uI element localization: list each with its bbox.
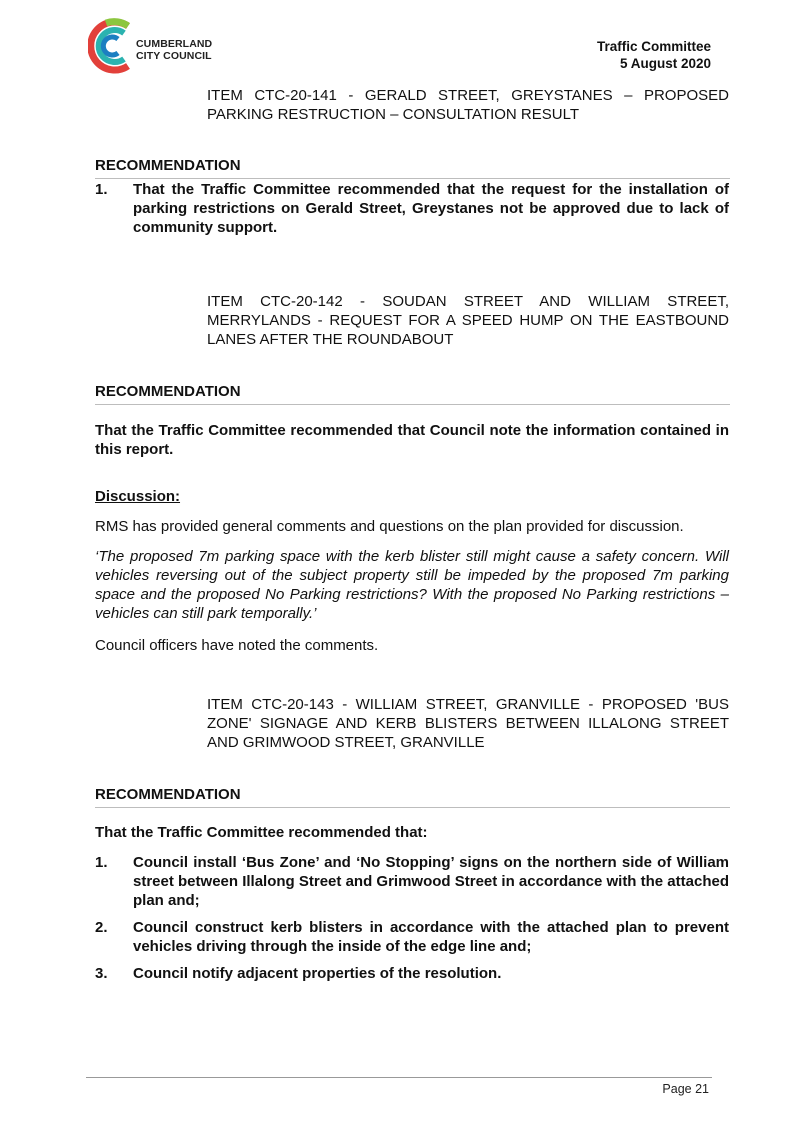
item-1-title: ITEM CTC-20-141 - GERALD STREET, GREYSTANES – PROPOSED PARKING RESTRUCTION – CONSULTATION RESULT	[207, 87, 729, 123]
list-item	[95, 180, 729, 237]
list-text: That the Traffic Committee recommended that the request for the installation of parking restrictions on Gerald Street, Greystanes not be approved due to lack of community support.	[133, 181, 729, 236]
discussion-quote: ‘The proposed 7m parking space with the kerb blister still might cause a safety concern. Will vehicles reversing out of the subject property still be impeded by the proposed 7m parking space and the proposed No Parking restrictions? With the proposed No Parking restrictions – vehicles can still park temporally.’	[95, 548, 729, 622]
item-3-title: ITEM CTC-20-143 - WILLIAM STREET, GRANVILLE - PROPOSED 'BUS ZONE' SIGNAGE AND KERB BLISTERS BETWEEN ILLALONG STREET AND GRIMWOOD STREET, GRANVILLE	[207, 696, 729, 751]
item-2-recommendation-heading: RECOMMENDATION	[95, 382, 730, 405]
council-logo	[88, 14, 238, 78]
logo-line-2: CITY COUNCIL	[136, 50, 212, 62]
discussion-paragraph-1: RMS has provided general comments and questions on the plan provided for discussion.	[95, 518, 684, 535]
header-right	[597, 38, 711, 72]
committee-name: Traffic Committee	[596, 39, 711, 54]
footer-divider	[86, 1077, 712, 1078]
list-text: Council construct kerb blisters in accordance with the attached plan to prevent vehicles driving through the inside of the edge line and;	[133, 919, 729, 955]
item-1-recommendation-list	[95, 180, 729, 244]
logo-mark-icon	[88, 14, 136, 78]
list-item	[95, 918, 729, 956]
page-number: Page 21	[662, 1082, 709, 1096]
list-item	[95, 964, 729, 983]
list-number: 1.	[95, 181, 108, 198]
item-3-recommendation-list	[95, 853, 729, 990]
item-3-recommendation-heading: RECOMMENDATION	[95, 785, 730, 808]
item-2-title: ITEM CTC-20-142 - SOUDAN STREET AND WILLIAM STREET, MERRYLANDS - REQUEST FOR A SPEED HUMP ON THE EASTBOUND LANES AFTER THE ROUNDABOUT	[207, 293, 729, 348]
list-text: Council install ‘Bus Zone’ and ‘No Stopping’ signs on the northern side of William street between Illalong Street and Grimwood Street in accordance with the attached plan and;	[133, 854, 729, 909]
item-1-recommendation-heading: RECOMMENDATION	[95, 156, 730, 179]
discussion-heading: Discussion:	[95, 488, 181, 505]
list-text: Council notify adjacent properties of the resolution.	[133, 965, 502, 982]
list-item	[95, 853, 729, 910]
list-number: 3.	[95, 965, 108, 982]
item-3-recommendation-intro: That the Traffic Committee recommended that:	[95, 824, 428, 841]
item-2-recommendation-text: That the Traffic Committee recommended that Council note the information contained in this report.	[95, 422, 729, 458]
meeting-date: 5 August 2020	[619, 56, 711, 71]
discussion-paragraph-2: Council officers have noted the comments.	[95, 637, 379, 654]
logo-text	[136, 38, 212, 62]
list-number: 1.	[95, 854, 108, 871]
logo-line-1: CUMBERLAND	[136, 38, 213, 50]
list-number: 2.	[95, 919, 108, 936]
